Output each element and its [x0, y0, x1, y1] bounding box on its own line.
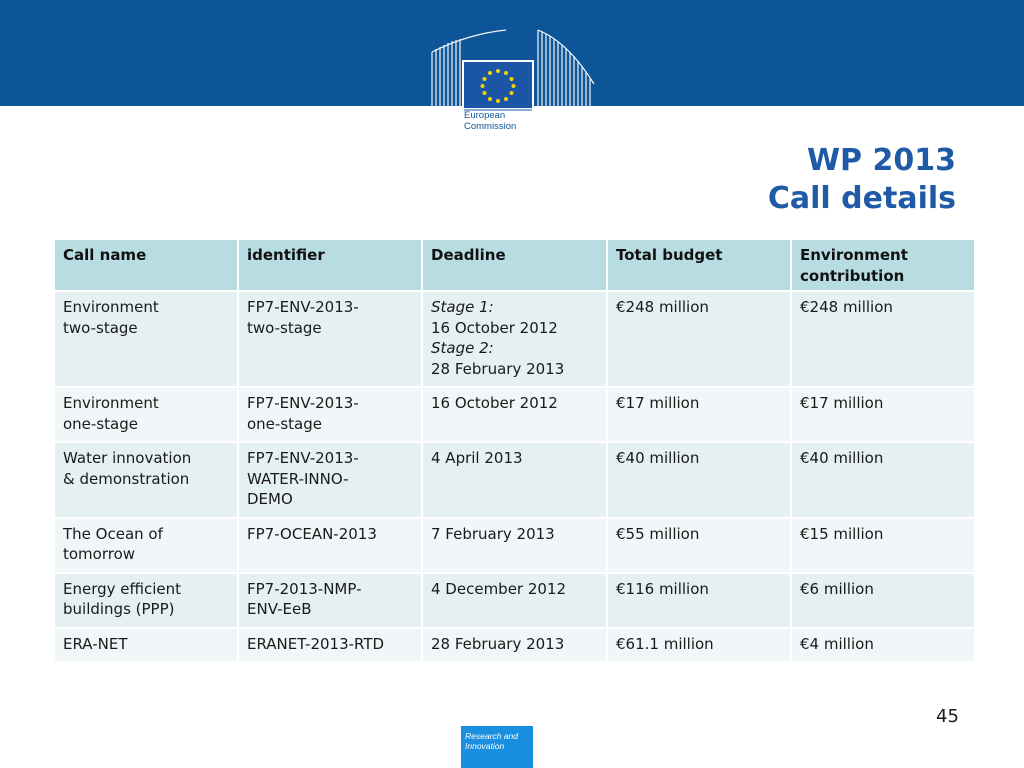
cell-total-budget: €61.1 million [607, 628, 791, 663]
cell-deadline [422, 442, 607, 518]
slide-title-line1: WP 2013 [806, 143, 956, 178]
cell-environment-contribution: €15 million [791, 518, 975, 573]
page-number: 45 [936, 706, 959, 727]
cell-call-name [54, 442, 238, 518]
header-call-name: Call name [54, 239, 238, 291]
name-line: The Ocean of [63, 524, 163, 543]
name-line: one-stage [63, 414, 138, 433]
identifier-line: ENV-EeB [247, 600, 312, 618]
identifier-line: FP7-OCEAN-2013 [247, 524, 377, 543]
cell-call-name [54, 291, 238, 387]
cell-deadline [422, 291, 607, 387]
cell-deadline [422, 518, 607, 573]
deadline-stage-label: Stage 2: [431, 339, 494, 357]
table-row [54, 518, 975, 573]
identifier-line: FP7-ENV-2013- [247, 394, 359, 412]
name-line: Water innovation [63, 449, 192, 467]
cell-call-name [54, 628, 238, 663]
table-row [54, 291, 975, 387]
deadline-date: 28 February 2013 [431, 634, 565, 653]
deadline-stage-label: Stage 1: [431, 298, 494, 316]
cell-identifier [238, 628, 422, 663]
identifier-line: WATER-INNO- [247, 469, 349, 488]
logo-text-line1: European [464, 110, 506, 121]
cell-identifier [238, 387, 422, 442]
header-total-budget: Total budget [607, 239, 791, 291]
cell-call-name [54, 387, 238, 442]
cell-total-budget: €116 million [607, 573, 791, 628]
cell-total-budget: €40 million [607, 442, 791, 518]
table-row [54, 628, 975, 663]
cell-total-budget: €248 million [607, 291, 791, 387]
name-line: Environment [63, 298, 159, 316]
cell-deadline [422, 628, 607, 663]
identifier-line: FP7-ENV-2013- [247, 298, 359, 316]
slide-title-line2: Call details [767, 181, 956, 216]
cell-deadline [422, 573, 607, 628]
cell-environment-contribution: €6 million [791, 573, 975, 628]
cell-total-budget: €17 million [607, 387, 791, 442]
deadline-date: 28 February 2013 [431, 359, 565, 378]
cell-environment-contribution: €4 million [791, 628, 975, 663]
identifier-line: ERANET-2013-RTD [247, 634, 385, 653]
logo-text-line2: Commission [464, 121, 517, 132]
identifier-line: two-stage [247, 318, 322, 337]
cell-environment-contribution: €40 million [791, 442, 975, 518]
cell-total-budget: €55 million [607, 518, 791, 573]
deadline-date: 4 December 2012 [431, 579, 567, 598]
deadline-date: 16 October 2012 [431, 394, 558, 412]
identifier-line: DEMO [247, 490, 293, 508]
cell-identifier [238, 291, 422, 387]
cell-deadline [422, 387, 607, 442]
ri-line1: Research and [465, 731, 518, 741]
cell-call-name [54, 518, 238, 573]
ri-line2: Innovation [465, 741, 505, 751]
european-commission-logo [428, 28, 596, 142]
name-line: two-stage [63, 318, 138, 337]
identifier-line: FP7-2013-NMP- [247, 579, 362, 598]
table-row [54, 442, 975, 518]
deadline-date: 16 October 2012 [431, 318, 558, 337]
deadline-date: 7 February 2013 [431, 524, 555, 543]
name-line: ERA-NET [63, 634, 128, 653]
research-innovation-badge [461, 726, 533, 768]
table-row [54, 573, 975, 628]
cell-environment-contribution: €248 million [791, 291, 975, 387]
identifier-line: FP7-ENV-2013- [247, 449, 359, 467]
name-line: buildings (PPP) [63, 600, 175, 618]
cell-identifier [238, 442, 422, 518]
header-deadline: Deadline [422, 239, 607, 291]
slide-title [768, 142, 956, 218]
header-environment-contribution: Environment contribution [791, 239, 975, 291]
name-line: & demonstration [63, 469, 190, 488]
table-row [54, 387, 975, 442]
cell-environment-contribution: €17 million [791, 387, 975, 442]
name-line: tomorrow [63, 545, 136, 563]
deadline-date: 4 April 2013 [431, 449, 523, 467]
header-identifier: identifier [238, 239, 422, 291]
table-body [54, 291, 975, 662]
cell-identifier [238, 573, 422, 628]
table-header-row [54, 239, 975, 291]
cell-call-name [54, 573, 238, 628]
call-details-table [53, 238, 976, 663]
name-line: Energy efficient [63, 579, 182, 598]
identifier-line: one-stage [247, 414, 322, 433]
logo-text [464, 110, 534, 132]
name-line: Environment [63, 394, 159, 412]
cell-identifier [238, 518, 422, 573]
